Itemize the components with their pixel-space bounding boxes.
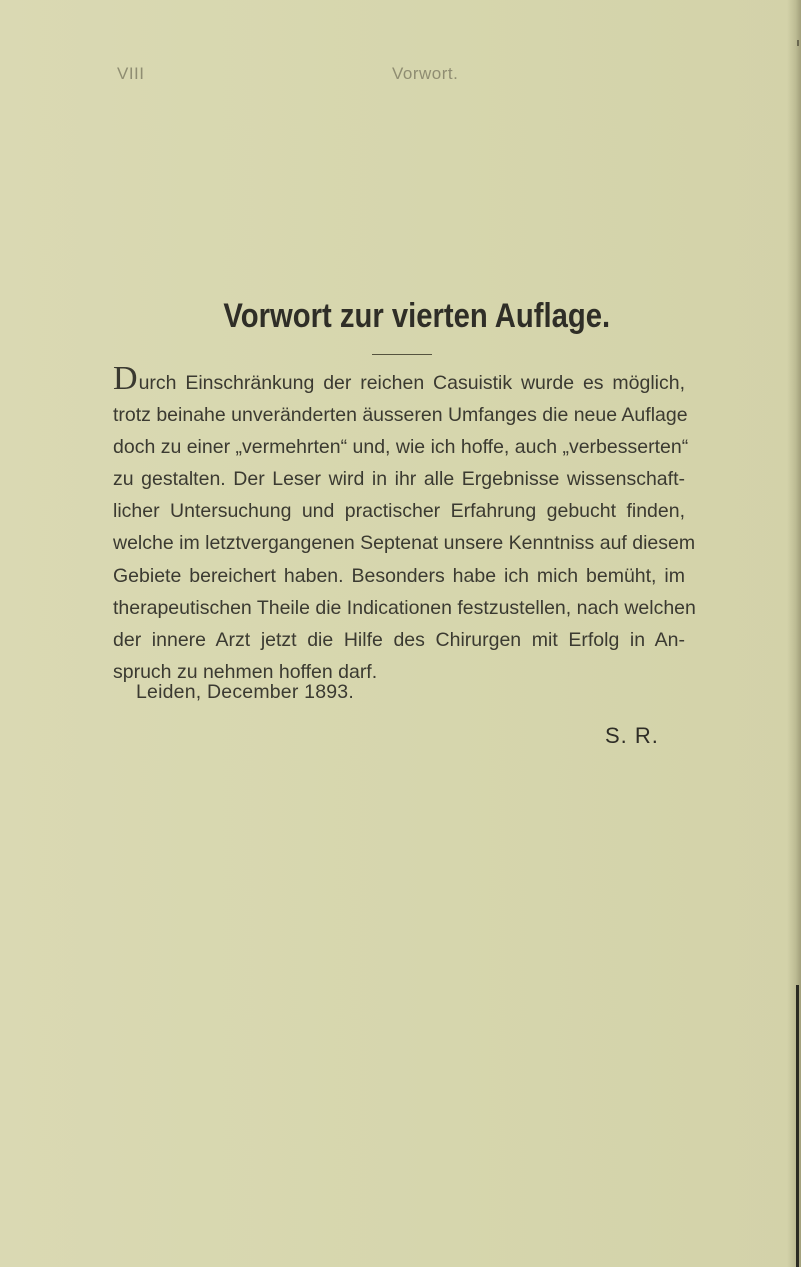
author-initials: S. R. [605, 723, 659, 748]
running-head [0, 64, 801, 88]
text-line: licher Untersuchung und practischer Erfahrung gebucht finden, [113, 500, 685, 523]
text-line: doch zu einer „vermehrten“ und, wie ich hoffe, auch „verbesserten“ [113, 436, 689, 459]
text-line: spruch zu nehmen hoffen darf. [113, 660, 378, 683]
text-line: Gebiete bereichert haben. Besonders habe ich mich bemüht, im [113, 564, 685, 587]
text-line: welche im letztvergangenen Septenat unsere Kenntniss auf diesem [113, 532, 696, 555]
text-line: trotz beinahe unveränderten äusseren Umfanges die neue Auflage [113, 404, 688, 427]
running-title: Vorwort. [392, 64, 459, 83]
title-rule [372, 354, 432, 355]
text-line: zu gestalten. Der Leser wird in ihr alle Ergebnisse wissenschaft- [113, 468, 685, 491]
page-edge-mark [797, 40, 799, 46]
dropcap: D [113, 360, 138, 397]
chapter-title: Vorwort zur vierten Auflage. [223, 297, 611, 335]
page-number: VIII [117, 64, 145, 83]
preface-paragraph [113, 360, 696, 688]
text-line: therapeutischen Theile die Indicationen festzustellen, nach welchen [113, 596, 696, 619]
place-date-line: Leiden, December 1893. [136, 681, 354, 703]
page-edge-mark [796, 985, 799, 1267]
text-line-content: urch Einschränkung der reichen Casuistik wurde es möglich, [138, 372, 685, 394]
text-line [113, 360, 685, 399]
text-line: der innere Arzt jetzt die Hilfe des Chirurgen mit Erfolg in An- [113, 628, 685, 651]
